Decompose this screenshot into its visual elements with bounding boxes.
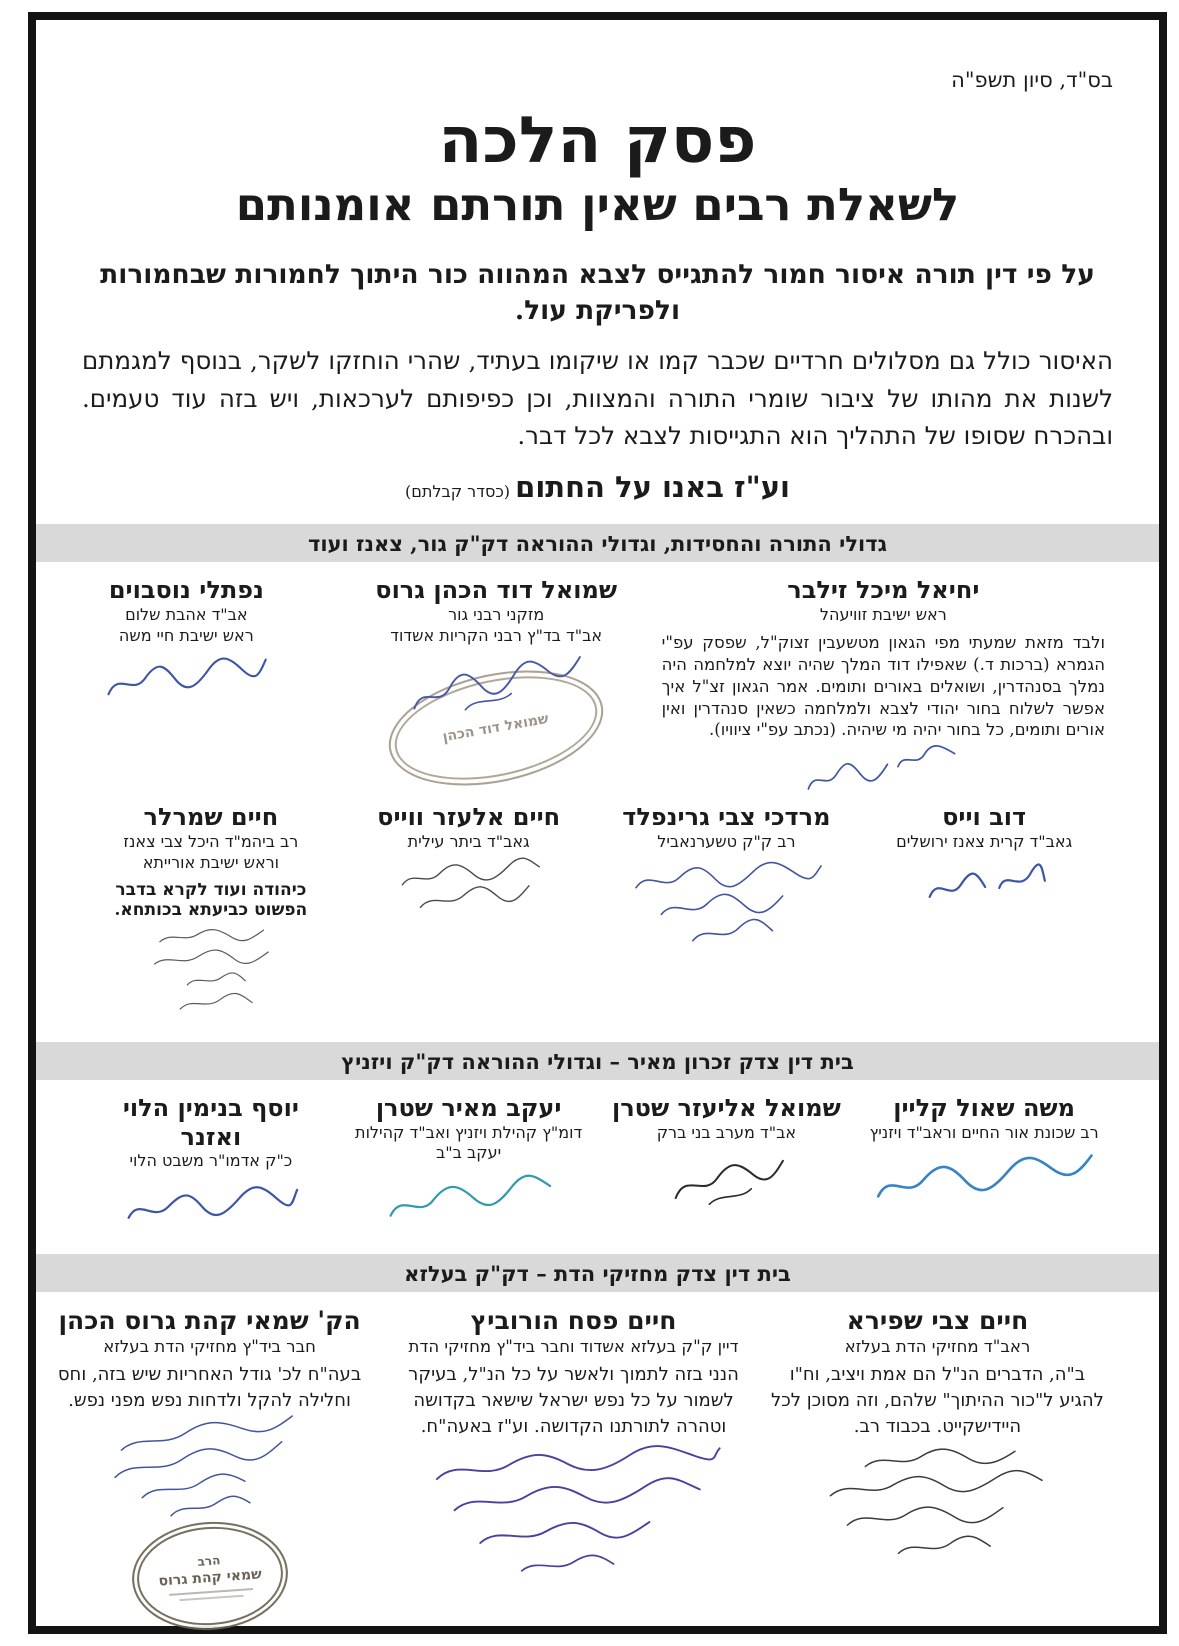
signature-chaim-pesach-horowitz <box>415 1438 732 1594</box>
signer-name: דוב וייס <box>942 802 1027 832</box>
stamp-detail-line <box>179 1594 243 1600</box>
signers-row-4 <box>57 1306 1113 1630</box>
signer-name: חיים פסח הורוביץ <box>470 1306 677 1336</box>
signer-name: יחיאל מיכל זילבר <box>787 575 980 605</box>
signer-title-line: ראב"ד מחזיקי הדת בעלזא <box>844 1337 1031 1357</box>
signer-yaakov-meir-stern <box>340 1094 598 1226</box>
signer-title-line: אב"ד מערב בני ברק <box>656 1122 797 1142</box>
signature-mordechai-tzvi-grinfeld <box>619 854 834 957</box>
signer-title-line: ראש ישיבת חיי משה <box>118 625 254 645</box>
signer-title-line: וראש ישיבת אורייתא <box>142 852 280 872</box>
signers-row-2 <box>82 803 1113 1021</box>
signers-row-3 <box>82 1094 1113 1234</box>
signer-name: נפתלי נוסבוים <box>108 575 264 605</box>
signoff-main-text: וע"ז באנו על החתום <box>515 470 790 505</box>
signer-name: שמואל אליעזר שטרן <box>611 1092 841 1122</box>
signature-chaim-tzvi-shapira <box>805 1441 1069 1580</box>
signer-title-line: גאב"ד קרית צאנז ירושלים <box>896 832 1073 852</box>
signature-stamp-stack <box>347 648 646 778</box>
signature-chaim-elazar-weiss <box>386 852 551 926</box>
page-subtitle: לשאלת רבים שאין תורתם אומנותם <box>235 178 960 232</box>
signoff-order-note: (כסדר קבלתם) <box>405 482 511 502</box>
signer-name: יעקב מאיר שטרן <box>375 1092 562 1122</box>
signer-title-line: דיין ק"ק בעלזא אשדוד וחבר ביד"ץ מחזיקי הדת <box>408 1337 739 1357</box>
signer-chaim-tzvi-shapira <box>762 1306 1113 1576</box>
signer-yechiel-michel-zilber <box>654 576 1113 789</box>
signer-endorsement-note: הנני בזה לתמוך ולאשר על כל הנ"ל, בעיקר לשמור על כל נפש ישראל שישאר בקדושה וטהרה לתורתנו הקדושה. וע"ז באעה"ח. <box>408 1363 739 1437</box>
page-title: פסק הלכה <box>438 103 757 178</box>
ruling-secondary-paragraph: האיסור כולל גם מסלולים חרדיים שכבר קמו או שיקומו בעתיד, שהרי הוחזקו לשקר, בנוסף למגמתם לשנות את מהותו של ציבור שומרי התורה והמצוות, וכן כפיפותם לערכאות, ויש בזה עוד טעמים. ובהכרח שסופו של התהליך הוא התגייסות לצבא לכל דבר. <box>82 346 1113 450</box>
signer-shmuel-eliezer-stern <box>598 1094 856 1208</box>
signer-title-line: ראש ישיבת זוויעהל <box>819 604 947 624</box>
signer-title-line: אב"ד בד"ץ רבני הקריות אשדוד <box>390 625 603 645</box>
signer-chaim-pesach-horowitz <box>385 1306 762 1586</box>
signature-yosef-binyamin-wosner <box>117 1172 305 1241</box>
date-line: בס"ד, סיון תשפ"ה <box>951 68 1113 92</box>
signer-title-line: רב ביהמ"ד היכל צבי צאנז <box>123 832 299 852</box>
signer-name: חיים שמרלר <box>143 802 279 832</box>
signature-yechiel-michel-zilber <box>796 734 970 802</box>
section-band-gur-tzanz: גדולי התורה והחסידות, וגדולי ההוראה דק"ק גור, צאנז ועוד <box>36 524 1159 562</box>
signer-endorsement-note: בעה"ח לכ' גודל האחריות שיש בזה, וחס וחלילה להקל ולדחות נפש מפני נפש. <box>57 1363 362 1411</box>
signer-endorsement-note: ב"ה, הדברים הנ"ל הם אמת ויציב, וח"ו להגיע ל"כור ההיתוך" שלהם, וזה מסוכן לכל היידישקייט. בכבוד רב. <box>771 1363 1104 1437</box>
signature-moshe-shaul-klein <box>865 1139 1104 1217</box>
ruling-main-paragraph: על פי דין תורה איסור חמור להתגייס לצבא המהווה כור היתוך לחמורות שבחמורות ולפריקת עול. <box>100 258 1095 326</box>
signature-dov-weiss <box>917 854 1050 915</box>
signer-chaim-elazar-weiss <box>340 803 598 919</box>
signer-chaim-shmerler <box>82 803 340 1021</box>
signer-dov-weiss <box>855 803 1113 911</box>
signer-endorsement-note: כיהודה ועוד לקרא בדבר הפשוט כביעתא בכותחא. <box>114 879 308 920</box>
signer-yosef-binyamin-wosner <box>82 1094 340 1234</box>
signature-shammai-kehos-gross <box>89 1404 331 1535</box>
signature-shmuel-eliezer-stern <box>657 1139 795 1219</box>
stamp-top-text: הרב <box>196 1552 221 1569</box>
signer-name: יוסף בנימין הלוי ואזנר <box>122 1092 299 1151</box>
signer-title-line: חבר ביד"ץ מחזיקי הדת בעלזא <box>103 1337 316 1357</box>
signer-name: חיים צבי שפירא <box>846 1306 1029 1336</box>
section-band-belz: בית דין צדק מחזיקי הדת – דק"ק בעלזא <box>36 1254 1159 1292</box>
signer-title-line: כ"ק אדמו"ר משבט הלוי <box>129 1151 293 1171</box>
signature-naftali-nussbaum <box>97 643 276 709</box>
signer-name: הק' שמאי קהת גרוס הכהן <box>58 1306 361 1336</box>
signer-naftali-nussbaum <box>34 576 339 700</box>
document-content <box>36 20 1159 1626</box>
signer-mordechai-tzvi-grinfeld <box>598 803 856 951</box>
section-band-zichron-meir-vizhnitz: בית דין צדק זכרון מאיר – וגדולי ההוראה דק"ק ויזניץ <box>36 1042 1159 1080</box>
signer-shammai-kehos-gross <box>34 1306 385 1630</box>
signer-testimony-note: ולבד מזאת שמעתי מפי הגאון מטשעבין זצוק"ל, שפסק עפ"י הגמרא (ברכות ד.) שאפילו דוד המלך שהיה יוצא למלחמה היה נמלך בסנהדרין, ושואלים באורים ותומים. אמר הגאון זצ"ל איך אפשר לשלוח בחור יהודי לצבא ולמלחמה כשאין סנהדרין ואין אורים ותומים, כל בחור יהיה מי שיהיה. (נכתב עפ"י ציוויו). <box>661 632 1105 740</box>
signer-title-line: גאב"ד ביתר עילית <box>407 832 530 852</box>
signature-yaakov-meir-stern <box>376 1159 561 1237</box>
signer-title-line: אב"ד אהבת שלום <box>125 604 248 624</box>
stamp-shammai-kehos-gross <box>128 1516 291 1635</box>
signer-name: חיים אלעזר ווייס <box>377 802 561 832</box>
signer-shmuel-dovid-gross <box>339 576 654 778</box>
signer-name: משה שאול קליין <box>893 1092 1075 1122</box>
signer-title-line: רב ק"ק טשערנאביל <box>657 832 796 852</box>
signers-row-1 <box>82 576 1113 789</box>
signer-name: מרדכי צבי גרינפלד <box>622 802 831 832</box>
signer-title-line: דומ"ץ קהילת ויזניץ ואב"ד קהילות יעקב ב"ב <box>355 1122 583 1163</box>
signer-name: שמואל דוד הכהן גרוס <box>375 575 618 605</box>
signer-moshe-shaul-klein <box>855 1094 1113 1208</box>
stamp-main-text: שמאי קהת גרוס <box>157 1565 262 1589</box>
signoff-line <box>82 470 1113 504</box>
signer-title-line: רב שכונת אור החיים וראב"ד ויזניץ <box>869 1122 1099 1142</box>
signature-chaim-shmerler <box>129 923 292 1025</box>
signer-title-line: מזקני רבני גור <box>448 604 545 624</box>
stamp-text: שמואל דוד הכהן <box>442 711 551 746</box>
